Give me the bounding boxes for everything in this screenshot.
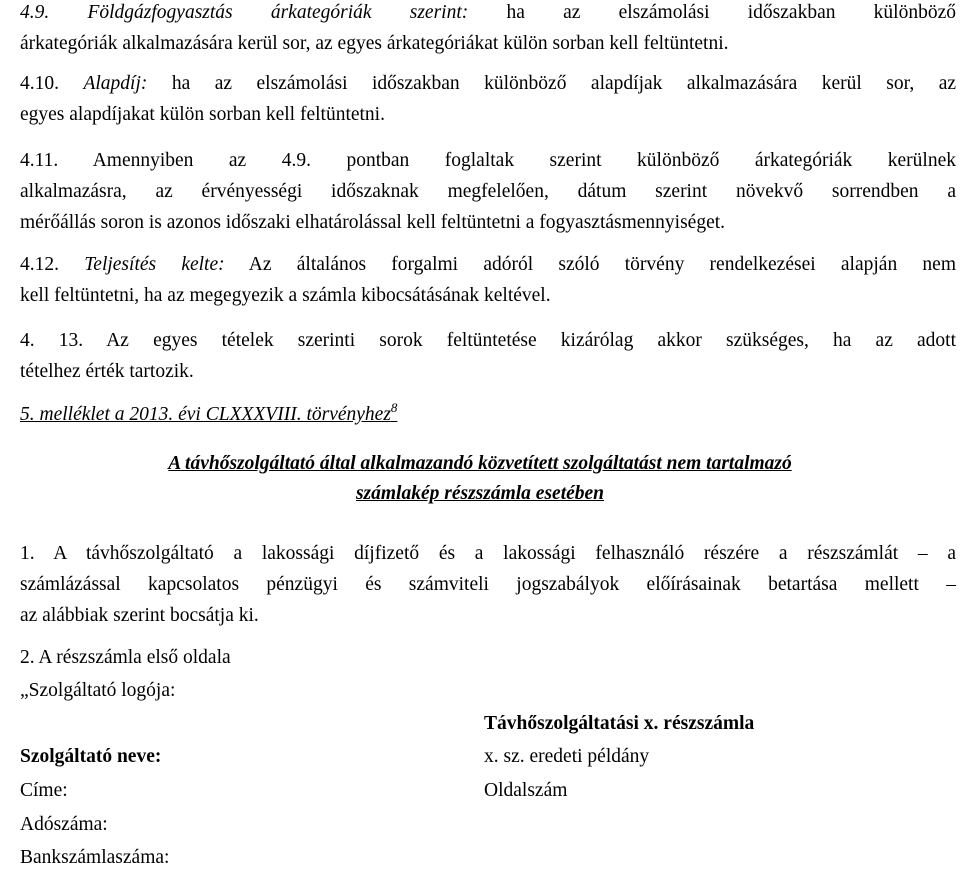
paragraph-label: Teljesítés kelte: [84,254,225,275]
paragraph-4-12 [20,249,956,311]
paragraph-number: 4.9. [20,2,50,23]
annex-label-text: 5. melléklet a 2013. évi CLXXXVIII. törvényhez [20,404,391,425]
paragraph-label: Földgázfogyasztás árkategóriák szerint: [87,2,469,23]
paragraph-1 [20,538,956,631]
paragraph-4-12-line-1 [20,249,956,280]
paragraph-number: 4.10. [20,73,59,94]
paragraph-4-13-line-2: tételhez érték tartozik. [20,361,194,382]
footnote-marker: 8 [390,400,398,415]
paragraph-lead: 4.11. Amennyiben az 4.9. [20,150,311,171]
invoice-page-label: Oldalszám [484,780,568,801]
paragraph-4-10-line-2: egyes alapdíjakat külön sorban kell feltüntetni. [20,104,385,125]
provider-bank-account-label: Bankszámlaszáma: [20,847,170,868]
provider-tax-number-label: Adószáma: [20,814,108,835]
paragraph-4-13 [20,325,956,387]
paragraph-text: ha az elszámolási időszakban különböző alapdíjak alkalmazására kerül sor, az [171,73,956,94]
paragraph-4-9-line-1 [20,0,956,28]
paragraph-2: 2. A részszámla első oldala [20,647,231,668]
paragraph-1-line-2: számlázással kapcsolatos pénzügyi és számviteli jogszabályok előírásainak betartása mellett – [20,574,956,595]
paragraph-4-11-line-2: alkalmazásra, az érvényességi időszaknak megfelelően, dátum szerint növekvő sorrendben a [20,181,956,202]
paragraph-number: 4.12. [20,254,59,275]
provider-logo-label: „Szolgáltató logója: [20,680,176,701]
paragraph-4-11-line-3: mérőállás soron is azonos időszaki elhatárolással kell feltüntetni a fogyasztásmennyiséget. [20,212,726,233]
paragraph-4-10-line-1 [20,68,956,99]
paragraph-1-line-1: 1. A távhőszolgáltató a lakossági díjfizető és a lakossági felhasználó részére a részszámlát – a [20,543,956,564]
paragraph-text: Az általános forgalmi adóról szóló törvény rendelkezései alapján nem [248,254,956,275]
paragraph-text: ha az elszámolási időszakban különböző [506,2,957,23]
paragraph-4-11 [20,145,956,238]
section-title-line-2: számlakép részszámla esetében [355,483,605,504]
provider-name-label: Szolgáltató neve: [20,746,162,767]
paragraph-text: pontban foglaltak szerint különböző árkategóriák kerülnek [346,150,956,171]
invoice-copy-label: x. sz. eredeti példány [484,746,650,767]
invoice-heading: Távhőszolgáltatási x. részszámla [484,713,755,734]
paragraph-4-10 [20,68,956,130]
paragraph-4-9-line-2: árkategóriák alkalmazására kerül sor, az egyes árkategóriákat külön sorban kell feltüntetni. [20,33,729,54]
paragraph-label: Alapdíj: [83,73,148,94]
paragraph-4-9 [20,0,956,59]
paragraph-4-12-line-2: kell feltüntetni, ha az megegyezik a számla kibocsátásának keltével. [20,285,551,306]
annex-label [20,399,397,430]
paragraph-4-13-line-1: 4. 13. Az egyes tételek szerinti sorok feltüntetése kizárólag akkor szükséges, ha az adott [20,330,956,351]
provider-address-label: Címe: [20,780,68,801]
section-title-line-1: A távhőszolgáltató által alkalmazandó közvetített szolgáltatást nem tartalmazó [168,453,792,474]
paragraph-4-11-line-1 [20,145,956,176]
paragraph-1-line-3: az alábbiak szerint bocsátja ki. [20,605,259,626]
